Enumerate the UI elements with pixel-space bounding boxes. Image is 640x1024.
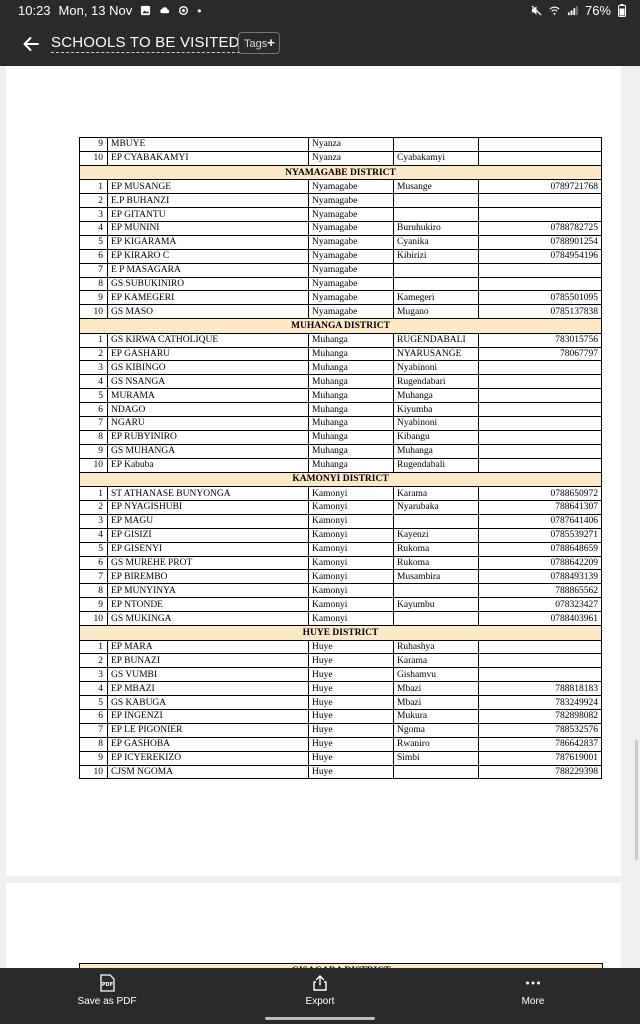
school-name: EP RUBYINIRO [108,430,309,444]
sector-name: Kiyumba [394,403,479,417]
sector-name: Kayenzi [394,528,479,542]
sector-name: Rukoma [394,556,479,570]
phone-number [479,417,602,431]
phone-number: 0785137838 [479,305,602,319]
document-viewer[interactable] [0,66,640,968]
table-row [80,444,602,458]
table-row [80,180,602,194]
row-number: 4 [80,375,108,389]
school-name: E.P BUHANZI [108,194,309,208]
district-name: Kamonyi [309,487,394,501]
table-row [80,528,602,542]
phone-number: 078323427 [479,598,602,612]
phone-number [479,194,602,208]
district-name: Muhanga [309,375,394,389]
sector-name [394,765,479,779]
phone-number: 788229398 [479,765,602,779]
sector-name: Cyanika [394,235,479,249]
phone-number: 788532576 [479,723,602,737]
table-row [80,305,602,319]
district-header-row [80,165,602,180]
row-number: 2 [80,654,108,668]
row-number: 7 [80,723,108,737]
phone-number: 787619001 [479,751,602,765]
district-name: Nyamagabe [309,277,394,291]
district-name: Huye [309,723,394,737]
sector-name: Muhanga [394,389,479,403]
district-header: HUYE DISTRICT [80,626,602,641]
table-row [80,403,602,417]
sector-name: Muhanga [394,444,479,458]
arrow-left-icon[interactable] [18,31,44,57]
phone-number: 0788403961 [479,612,602,626]
district-name: Muhanga [309,403,394,417]
school-name: NDAGO [108,403,309,417]
school-name: EP BUNAZI [108,654,309,668]
district-name: Kamonyi [309,570,394,584]
district-name: Muhanga [309,361,394,375]
gallery-icon [140,5,151,16]
district-name: Muhanga [309,417,394,431]
sector-name [394,584,479,598]
sector-name: Mbazi [394,696,479,710]
pdf-icon [98,974,116,992]
row-number: 6 [80,403,108,417]
school-name: GS NSANGA [108,375,309,389]
phone-number: 0788650972 [479,487,602,501]
row-number: 9 [80,138,108,152]
sector-name: Rwaniro [394,737,479,751]
school-name: EP INGENZI [108,709,309,723]
district-name: Nyamagabe [309,249,394,263]
table-row [80,389,602,403]
district-name: Nyamagabe [309,291,394,305]
sync-icon [178,5,189,16]
sector-name: RUGENDABALI [394,333,479,347]
sector-name: Kamegeri [394,291,479,305]
phone-number [479,403,602,417]
table-row [80,654,602,668]
sector-name: Mbazi [394,682,479,696]
home-indicator[interactable] [265,1017,375,1020]
table-row [80,570,602,584]
district-name: Kamonyi [309,542,394,556]
school-name: EP GASHOBA [108,737,309,751]
notification-dot-icon: • [197,3,202,18]
sector-name: Ruhashya [394,640,479,654]
phone-number: 0789721768 [479,180,602,194]
status-date: Mon, 13 Nov [58,3,133,18]
sector-name: Nyabinoni [394,417,479,431]
phone-number: 782898082 [479,709,602,723]
phone-number: 0788642209 [479,556,602,570]
school-name: GS KIRWA CATHOLIQUE [108,333,309,347]
phone-number: 786642837 [479,737,602,751]
district-name: Nyanza [309,138,394,152]
school-name: EP MARA [108,640,309,654]
school-name: GS KIBINGO [108,361,309,375]
table-row [80,556,602,570]
export-label: Export [305,996,335,1007]
school-name: EP NYAGISHUBI [108,500,309,514]
phone-number: 0788901254 [479,235,602,249]
phone-number: 0788782725 [479,221,602,235]
school-name: EP MUNYINYA [108,584,309,598]
school-name: EP MAGU [108,514,309,528]
district-name: Huye [309,709,394,723]
more-button[interactable] [483,974,583,1007]
sector-name: Karama [394,487,479,501]
school-name: NGARU [108,417,309,431]
school-name: GS MUKINGA [108,612,309,626]
phone-number: 788865562 [479,584,602,598]
district-header: KAMONYI DISTRICT [80,472,602,487]
row-number: 6 [80,556,108,570]
row-number: 1 [80,180,108,194]
phone-number [479,668,602,682]
school-name: EP BIREMBO [108,570,309,584]
row-number: 10 [80,765,108,779]
school-name: EP MBAZI [108,682,309,696]
sector-name: Rukoma [394,542,479,556]
table-row [80,640,602,654]
phone-number: 0785539271 [479,528,602,542]
sector-name [394,194,479,208]
district-header: MUHANGA DISTRICT [80,319,602,334]
school-name: EP GITANTU [108,208,309,222]
district-name: Kamonyi [309,528,394,542]
school-name: GS VUMBI [108,668,309,682]
phone-number: 78067797 [479,347,602,361]
district-name: Nyanza [309,151,394,165]
row-number: 1 [80,333,108,347]
tags-label: Tags [244,38,268,50]
school-name: GS MUHANGA [108,444,309,458]
table-row [80,458,602,472]
sector-name: Karama [394,654,479,668]
school-name: GS MUREHE PROT [108,556,309,570]
school-name: EP LE PIGONIER [108,723,309,737]
sector-name: Gishamvu [394,668,479,682]
row-number: 5 [80,542,108,556]
phone-number [479,458,602,472]
district-name: Huye [309,682,394,696]
mute-icon [531,5,542,16]
export-button[interactable] [270,974,370,1007]
row-number: 10 [80,151,108,165]
school-name: GS SUBUKINIRO [108,277,309,291]
table-row [80,221,602,235]
row-number: 2 [80,347,108,361]
bottom-toolbar [0,968,640,1024]
district-header-row [80,472,602,487]
save-as-pdf-label: Save as PDF [77,996,137,1007]
table-row [80,668,602,682]
district-name: Muhanga [309,430,394,444]
school-name: EP CYABAKAMYI [108,151,309,165]
phone-number [479,430,602,444]
table-row [80,208,602,222]
svg-text:PDF: PDF [101,982,114,988]
phone-number [479,389,602,403]
sector-name: Mugano [394,305,479,319]
table-row [80,291,602,305]
sector-name [394,612,479,626]
table-row [80,333,602,347]
row-number: 7 [80,570,108,584]
phone-number: 0788648659 [479,542,602,556]
row-number: 2 [80,194,108,208]
school-name: EP Kabuba [108,458,309,472]
row-number: 5 [80,389,108,403]
school-name: GS KABUGA [108,696,309,710]
phone-number: 788818183 [479,682,602,696]
table-row [80,751,602,765]
sector-name [394,138,479,152]
scrollbar-thumb[interactable] [635,740,638,860]
status-bar [0,0,640,22]
phone-number: 783249924 [479,696,602,710]
district-name: Nyamagabe [309,235,394,249]
plus-icon: + [267,35,275,50]
district-name: Huye [309,737,394,751]
school-name: ST ATHANASE BUNYONGA [108,487,309,501]
row-number: 3 [80,668,108,682]
row-number: 9 [80,444,108,458]
row-number: 9 [80,751,108,765]
table-row [80,263,602,277]
wifi-icon [549,5,560,16]
row-number: 2 [80,500,108,514]
school-name: EP GISENYI [108,542,309,556]
row-number: 5 [80,235,108,249]
district-name: Nyamagabe [309,180,394,194]
table-row [80,737,602,751]
more-icon [524,974,542,992]
table-row [80,612,602,626]
sector-name: Kibirizi [394,249,479,263]
district-name: Muhanga [309,444,394,458]
table-row [80,375,602,389]
phone-number [479,151,602,165]
school-name: EP ICYEREKIZO [108,751,309,765]
district-name: Muhanga [309,458,394,472]
district-name: Huye [309,654,394,668]
district-name: Kamonyi [309,612,394,626]
table-row [80,487,602,501]
sector-name: NYARUSANGE [394,347,479,361]
row-number: 8 [80,584,108,598]
row-number: 3 [80,514,108,528]
sector-name: Buruhukiro [394,221,479,235]
row-number: 6 [80,709,108,723]
table-row [80,500,602,514]
cloud-icon [159,5,170,16]
table-row [80,430,602,444]
phone-number: 788641307 [479,500,602,514]
row-number: 10 [80,612,108,626]
district-name: Muhanga [309,389,394,403]
phone-number: 0784954196 [479,249,602,263]
note-title[interactable]: SCHOOLS TO BE VISITED [51,34,240,51]
sector-name [394,208,479,222]
phone-number [479,640,602,654]
school-name: GS MASO [108,305,309,319]
school-name: EP KIRARO C [108,249,309,263]
row-number: 3 [80,361,108,375]
battery-icon [618,4,626,17]
table-row [80,194,602,208]
district-name: Nyamagabe [309,221,394,235]
district-name: Muhanga [309,347,394,361]
district-name: Nyamagabe [309,208,394,222]
phone-number [479,138,602,152]
district-name: Kamonyi [309,556,394,570]
share-icon [311,974,329,992]
status-time: 10:23 [18,3,51,18]
table-row [80,417,602,431]
row-number: 7 [80,263,108,277]
phone-number [479,375,602,389]
signal-icon [567,5,578,16]
school-name: CJSM NGOMA [108,765,309,779]
row-number: 4 [80,682,108,696]
district-name: Huye [309,668,394,682]
district-name: Huye [309,765,394,779]
district-name: Muhanga [309,333,394,347]
district-name: Nyamagabe [309,263,394,277]
document-page [6,66,621,876]
row-number: 6 [80,249,108,263]
table-row [80,277,602,291]
table-row [80,249,602,263]
school-name: EP MUSANGE [108,180,309,194]
row-number: 9 [80,291,108,305]
app-bar [0,22,640,66]
school-name: EP GISIZI [108,528,309,542]
sector-name: Musambira [394,570,479,584]
row-number: 8 [80,737,108,751]
row-number: 1 [80,487,108,501]
row-number: 4 [80,528,108,542]
school-name: MBUYE [108,138,309,152]
table-row [80,542,602,556]
phone-number: 0788493139 [479,570,602,584]
table-row [80,361,602,375]
district-name: Nyamagabe [309,194,394,208]
school-name: EP MUNINI [108,221,309,235]
schools-table [79,137,602,779]
phone-number: 0785501095 [479,291,602,305]
school-name: EP NTONDE [108,598,309,612]
phone-number [479,277,602,291]
more-label: More [521,996,545,1007]
row-number: 3 [80,208,108,222]
district-name: Huye [309,640,394,654]
row-number: 10 [80,458,108,472]
battery-level: 76% [584,3,611,18]
district-header-row [80,626,602,641]
sector-name: Cyabakamyi [394,151,479,165]
phone-number [479,263,602,277]
phone-number: 0787641406 [479,514,602,528]
sector-name [394,277,479,291]
row-number: 9 [80,598,108,612]
table-row [80,598,602,612]
table-row [80,347,602,361]
district-name: Huye [309,751,394,765]
save-as-pdf-button[interactable] [57,974,157,1007]
sector-name: Kayumbu [394,598,479,612]
school-name: E P MASAGARA [108,263,309,277]
row-number: 7 [80,417,108,431]
table-row [80,696,602,710]
table-row [80,709,602,723]
sector-name: Ngoma [394,723,479,737]
district-name: Nyamagabe [309,305,394,319]
district-name: Kamonyi [309,500,394,514]
table-row [80,723,602,737]
table-row [80,682,602,696]
row-number: 5 [80,696,108,710]
table-row [80,151,602,165]
phone-number: 783015756 [479,333,602,347]
sector-name: Rugendabari [394,375,479,389]
district-name: Kamonyi [309,514,394,528]
table-row [80,235,602,249]
district-name: Kamonyi [309,598,394,612]
row-number: 10 [80,305,108,319]
school-name: EP KAMEGERI [108,291,309,305]
row-number: 8 [80,277,108,291]
school-name: EP GASHARU [108,347,309,361]
district-header-row [80,319,602,334]
sector-name [394,514,479,528]
phone-number [479,654,602,668]
district-name: Huye [309,696,394,710]
phone-number [479,444,602,458]
table-row [80,765,602,779]
school-name: EP KIGARAMA [108,235,309,249]
district-name: Kamonyi [309,584,394,598]
phone-number [479,361,602,375]
district-header: NYAMAGABE DISTRICT [80,165,602,180]
sector-name: Mukura [394,709,479,723]
table-row [80,138,602,152]
sector-name: Nyabinoni [394,361,479,375]
sector-name: Nyarubaka [394,500,479,514]
sector-name: Rugendabali [394,458,479,472]
row-number: 8 [80,430,108,444]
table-row [80,584,602,598]
row-number: 4 [80,221,108,235]
sector-name: Simbi [394,751,479,765]
table-row [80,514,602,528]
sector-name: Kibangu [394,430,479,444]
phone-number [479,208,602,222]
sector-name: Musange [394,180,479,194]
tags-button[interactable] [238,32,280,54]
row-number: 1 [80,640,108,654]
sector-name [394,263,479,277]
school-name: MURAMA [108,389,309,403]
